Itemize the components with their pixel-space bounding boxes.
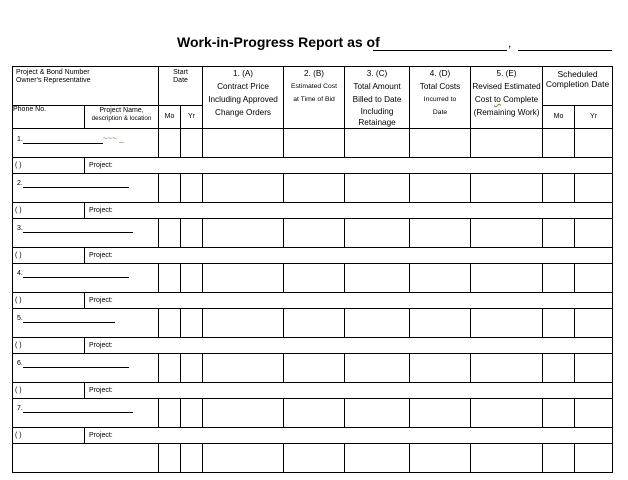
cell-completion-yr[interactable]	[575, 219, 613, 248]
header-col-3-number: 3. (C)	[366, 69, 388, 78]
row-suffix: ~~~ _	[102, 134, 124, 143]
row-phone[interactable]: ( )	[13, 338, 85, 354]
row-number: 7.	[17, 405, 23, 412]
cell-cost-to-complete[interactable]	[471, 264, 543, 293]
cell-estimated-cost[interactable]	[284, 399, 345, 428]
header-start-date	[159, 67, 203, 106]
row-number: 1.	[17, 136, 23, 143]
header-completion-yr: Yr	[575, 105, 613, 128]
header-col-4	[410, 67, 471, 129]
cell-contract-price[interactable]	[203, 309, 284, 338]
cell-costs-incurred[interactable]	[410, 444, 471, 473]
cell-estimated-cost[interactable]	[284, 354, 345, 383]
report-date-line-2[interactable]	[518, 50, 612, 51]
cell-completion-mo[interactable]	[543, 399, 575, 428]
header-col-1-number: 1. (A)	[233, 69, 254, 78]
cell-costs-incurred[interactable]	[410, 264, 471, 293]
cell-contract-price[interactable]	[203, 219, 284, 248]
header-col-3-line-2: Billed to Date	[352, 95, 402, 104]
cell-cost-to-complete[interactable]	[471, 309, 543, 338]
header-owners-representative: Owner's Representative	[16, 77, 91, 84]
header-col-5-line-1: Revised Estimated	[472, 82, 541, 91]
row-name-cell[interactable]	[13, 309, 159, 338]
cell-completion-mo[interactable]	[543, 354, 575, 383]
cell-estimated-cost[interactable]	[284, 219, 345, 248]
header-project-name-line-2: description & location	[91, 114, 152, 122]
header-completion-mo: Mo	[543, 105, 575, 128]
row-number: 3.	[17, 225, 23, 232]
cell-start-mo[interactable]	[159, 264, 181, 293]
cell-start-mo[interactable]	[159, 129, 181, 158]
cell-start-mo[interactable]	[159, 444, 181, 473]
row-phone[interactable]: ( )	[13, 383, 85, 399]
header-date-label: Date	[173, 77, 188, 84]
cell-costs-incurred[interactable]	[410, 129, 471, 158]
header-col-4-line-3: Date	[432, 109, 448, 116]
table-row	[13, 158, 613, 174]
row-name-cell[interactable]	[13, 444, 159, 473]
cell-completion-yr[interactable]	[575, 174, 613, 203]
cell-costs-incurred[interactable]	[410, 309, 471, 338]
table-row	[13, 129, 613, 158]
row-project[interactable]: Project:	[85, 383, 613, 399]
table-row	[13, 309, 613, 338]
row-project[interactable]: Project:	[85, 338, 613, 354]
header-col-5-number: 5. (E)	[496, 69, 517, 78]
header-project-name	[85, 105, 159, 128]
cell-completion-mo[interactable]	[543, 444, 575, 473]
header-col-1-line-2: Including Approved	[208, 95, 278, 104]
header-col-1-line-1: Contract Price	[217, 82, 269, 91]
header-project-name-line-1: Project Name,	[99, 106, 144, 114]
row-phone[interactable]: ( )	[13, 293, 85, 309]
row-name-cell[interactable]	[13, 174, 159, 203]
cell-billed-to-date[interactable]	[345, 264, 410, 293]
cell-start-mo[interactable]	[159, 354, 181, 383]
cell-contract-price[interactable]	[203, 174, 284, 203]
header-col-3	[345, 67, 410, 129]
table-row	[13, 399, 613, 428]
row-project[interactable]: Project:	[85, 428, 613, 444]
wip-table	[12, 66, 613, 473]
cell-completion-yr[interactable]	[575, 309, 613, 338]
cell-cost-to-complete[interactable]	[471, 174, 543, 203]
cell-cost-to-complete[interactable]	[471, 399, 543, 428]
cell-completion-yr[interactable]	[575, 264, 613, 293]
cell-start-yr[interactable]	[181, 309, 203, 338]
row-project[interactable]: Project:	[85, 248, 613, 264]
row-name-cell[interactable]	[13, 219, 159, 248]
row-number: 2.	[17, 180, 23, 187]
header-col-4-line-1: Total Costs	[419, 82, 461, 91]
cell-billed-to-date[interactable]	[345, 354, 410, 383]
cell-billed-to-date[interactable]	[345, 174, 410, 203]
header-col-2-line-2: at Time of Bid	[293, 96, 335, 103]
header-scheduled-label: Scheduled	[557, 69, 598, 79]
cell-start-mo[interactable]	[159, 219, 181, 248]
header-start-yr: Yr	[181, 105, 203, 128]
cell-start-yr[interactable]	[181, 354, 203, 383]
table-row	[13, 428, 613, 444]
row-name-cell[interactable]	[13, 129, 159, 158]
header-col-1-line-3: Change Orders	[215, 108, 272, 117]
cell-estimated-cost[interactable]	[284, 309, 345, 338]
header-completion-date-label: Completion Date	[545, 79, 610, 89]
header-col-4-line-2: Incurred to	[423, 96, 457, 103]
row-phone[interactable]: ( )	[13, 428, 85, 444]
table-row	[13, 248, 613, 264]
row-number: 4.	[17, 270, 23, 277]
header-col-5-line-3: (Remaining Work)	[473, 108, 540, 117]
row-project[interactable]: Project:	[85, 158, 613, 174]
header-col-2-line-1: Estimated Cost	[290, 83, 338, 90]
table-row	[13, 338, 613, 354]
cell-completion-yr[interactable]	[575, 354, 613, 383]
row-fill-line[interactable]	[23, 180, 129, 188]
header-col-3-line-3: Including	[360, 107, 394, 116]
cell-estimated-cost[interactable]	[284, 129, 345, 158]
cell-cost-to-complete[interactable]	[471, 219, 543, 248]
cell-cost-to-complete[interactable]	[471, 354, 543, 383]
cell-completion-yr[interactable]	[575, 129, 613, 158]
report-date-line-1[interactable]	[373, 50, 507, 51]
cell-estimated-cost[interactable]	[284, 264, 345, 293]
table-row	[13, 383, 613, 399]
cell-completion-yr[interactable]	[575, 444, 613, 473]
row-number: 5.	[17, 315, 23, 322]
cell-contract-price[interactable]	[203, 444, 284, 473]
table-row	[13, 444, 613, 473]
cell-completion-yr[interactable]	[575, 399, 613, 428]
row-project[interactable]: Project:	[85, 203, 613, 219]
cell-contract-price[interactable]	[203, 264, 284, 293]
cell-contract-price[interactable]	[203, 354, 284, 383]
cell-start-yr[interactable]	[181, 399, 203, 428]
cell-cost-to-complete[interactable]	[471, 444, 543, 473]
cell-contract-price[interactable]	[203, 399, 284, 428]
header-col-5-line-2-a: Cost	[474, 95, 494, 104]
header-start-label: Start	[173, 69, 188, 76]
row-name-cell[interactable]	[13, 399, 159, 428]
header-col-2	[284, 67, 345, 129]
cell-billed-to-date[interactable]	[345, 219, 410, 248]
cell-estimated-cost[interactable]	[284, 444, 345, 473]
row-fill-line[interactable]	[23, 136, 103, 144]
row-fill-line[interactable]	[23, 270, 129, 278]
header-col-3-line-4: Retainage	[358, 118, 396, 127]
report-comma: ,	[508, 36, 512, 50]
cell-costs-incurred[interactable]	[410, 399, 471, 428]
cell-billed-to-date[interactable]	[345, 309, 410, 338]
row-phone[interactable]: ( )	[13, 158, 85, 174]
header-col-2-number: 2. (B)	[304, 69, 325, 78]
cell-costs-incurred[interactable]	[410, 354, 471, 383]
report-title: Work-in-Progress Report as of	[177, 34, 380, 50]
row-number: 6.	[17, 360, 23, 367]
row-name-cell[interactable]	[13, 264, 159, 293]
row-phone[interactable]: ( )	[13, 248, 85, 264]
cell-completion-mo[interactable]	[543, 264, 575, 293]
cell-start-yr[interactable]	[181, 444, 203, 473]
cell-cost-to-complete[interactable]	[471, 129, 543, 158]
header-col-1	[203, 67, 284, 129]
row-fill-line[interactable]	[23, 360, 129, 368]
table-row	[13, 174, 613, 203]
cell-start-mo[interactable]	[159, 399, 181, 428]
row-project[interactable]: Project:	[85, 293, 613, 309]
cell-start-yr[interactable]	[181, 219, 203, 248]
header-col-5-line-2	[471, 93, 542, 106]
table-row	[13, 354, 613, 383]
cell-start-yr[interactable]	[181, 129, 203, 158]
cell-start-yr[interactable]	[181, 174, 203, 203]
cell-costs-incurred[interactable]	[410, 219, 471, 248]
header-col-4-number: 4. (D)	[429, 69, 451, 78]
header-col-5-line-2-b: to	[494, 95, 501, 104]
header-col-3-line-1: Total Amount	[353, 82, 401, 91]
header-project-bond-number: Project & Bond Number	[16, 69, 90, 76]
header-phone-no: Phone No.	[13, 105, 85, 128]
row-fill-line[interactable]	[23, 315, 115, 323]
row-fill-line[interactable]	[23, 405, 133, 413]
cell-billed-to-date[interactable]	[345, 399, 410, 428]
table-row	[13, 219, 613, 248]
cell-completion-mo[interactable]	[543, 219, 575, 248]
cell-completion-mo[interactable]	[543, 174, 575, 203]
cell-billed-to-date[interactable]	[345, 444, 410, 473]
header-scheduled-completion	[543, 67, 613, 106]
header-project-info	[13, 67, 159, 106]
cell-start-mo[interactable]	[159, 309, 181, 338]
table-row	[13, 293, 613, 309]
table-row	[13, 203, 613, 219]
cell-billed-to-date[interactable]	[345, 129, 410, 158]
cell-completion-mo[interactable]	[543, 309, 575, 338]
header-col-5	[471, 67, 543, 129]
row-fill-line[interactable]	[23, 225, 133, 233]
table-row	[13, 264, 613, 293]
cell-estimated-cost[interactable]	[284, 174, 345, 203]
header-start-mo: Mo	[159, 105, 181, 128]
cell-costs-incurred[interactable]	[410, 174, 471, 203]
header-col-5-line-2-c: Complete	[500, 95, 539, 104]
cell-completion-mo[interactable]	[543, 129, 575, 158]
cell-contract-price[interactable]	[203, 129, 284, 158]
row-phone[interactable]: ( )	[13, 203, 85, 219]
cell-start-mo[interactable]	[159, 174, 181, 203]
cell-start-yr[interactable]	[181, 264, 203, 293]
row-name-cell[interactable]	[13, 354, 159, 383]
